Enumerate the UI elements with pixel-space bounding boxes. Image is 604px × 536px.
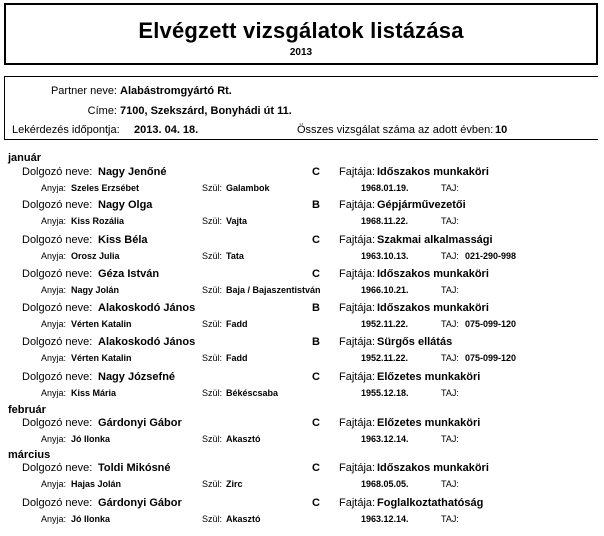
report-title: Elvégzett vizsgálatok listázása	[138, 18, 464, 43]
taj-label: TAJ:	[441, 319, 459, 329]
total-label: Összes vizsgálat száma az adott évben:	[297, 124, 494, 136]
employee-label: Dolgozó neve:	[22, 199, 93, 211]
type-value: Időszakos munkaköri	[377, 462, 489, 474]
taj-label: TAJ:	[441, 353, 459, 363]
type-value: Foglalkoztathatóság	[377, 497, 484, 509]
birth-place: Fadd	[226, 319, 248, 329]
employee-name: Gárdonyi Gábor	[98, 497, 182, 509]
mother-label: Anyja:	[41, 216, 67, 226]
taj-label: TAJ:	[441, 285, 459, 295]
type-value: Szakmai alkalmassági	[377, 234, 493, 246]
mother-label: Anyja:	[41, 319, 67, 329]
birth-date: 1952.11.22.	[361, 353, 409, 363]
category-value: C	[312, 497, 320, 509]
mother-label: Anyja:	[41, 388, 67, 398]
employee-label: Dolgozó neve:	[22, 497, 93, 509]
birth-label: Szül:	[202, 353, 223, 363]
birth-date: 1963.12.14.	[361, 514, 409, 524]
taj-label: TAJ:	[441, 434, 459, 444]
month-heading: március	[8, 449, 51, 461]
employee-label: Dolgozó neve:	[22, 462, 93, 474]
type-value: Előzetes munkaköri	[377, 417, 481, 429]
report-header	[4, 76, 598, 140]
type-value: Sürgős ellátás	[377, 336, 453, 348]
category-value: C	[312, 371, 320, 383]
type-label: Fajtája:	[339, 497, 376, 509]
birth-label: Szül:	[202, 216, 223, 226]
taj-label: TAJ:	[441, 183, 459, 193]
birth-date: 1963.12.14.	[361, 434, 409, 444]
birth-date: 1968.05.05.	[361, 479, 409, 489]
birth-label: Szül:	[202, 514, 223, 524]
employee-name: Kiss Béla	[98, 234, 148, 246]
report-year: 2013	[289, 47, 313, 58]
type-label: Fajtája:	[339, 302, 376, 314]
mother-label: Anyja:	[41, 183, 67, 193]
type-label: Fajtája:	[339, 462, 376, 474]
mother-label: Anyja:	[41, 353, 67, 363]
mother-name: Orosz Julia	[71, 251, 120, 261]
birth-place: Akasztó	[226, 434, 261, 444]
employee-name: Géza István	[98, 268, 160, 280]
mother-name: Hajas Jolán	[71, 479, 122, 489]
mother-label: Anyja:	[41, 479, 67, 489]
birth-place: Zirc	[226, 479, 243, 489]
mother-name: Jó Ilonka	[71, 434, 111, 444]
employee-name: Toldi Mikósné	[98, 462, 171, 474]
employee-label: Dolgozó neve:	[22, 371, 93, 383]
type-label: Fajtája:	[339, 166, 376, 178]
birth-label: Szül:	[202, 388, 223, 398]
type-value: Gépjárművezetői	[377, 199, 466, 211]
birth-label: Szül:	[202, 251, 223, 261]
taj-label: TAJ:	[441, 514, 459, 524]
birth-date: 1963.10.13.	[361, 251, 409, 261]
birth-place: Békéscsaba	[226, 388, 279, 398]
mother-label: Anyja:	[41, 251, 67, 261]
birth-place: Galambok	[226, 183, 270, 193]
employee-name: Alakoskodó János	[98, 336, 196, 348]
employee-label: Dolgozó neve:	[22, 234, 93, 246]
header-divider	[4, 139, 598, 140]
category-value: C	[312, 166, 320, 178]
employee-label: Dolgozó neve:	[22, 302, 93, 314]
type-label: Fajtája:	[339, 371, 376, 383]
query-date-label: Lekérdezés időpontja:	[12, 124, 120, 136]
taj-label: TAJ:	[441, 251, 459, 261]
category-value: C	[312, 462, 320, 474]
taj-value: 075-099-120	[465, 353, 517, 363]
address-value: 7100, Szekszárd, Bonyhádi út 11.	[120, 105, 292, 117]
birth-place: Akasztó	[226, 514, 261, 524]
birth-place: Baja / Bajaszentistván	[226, 285, 321, 295]
taj-label: TAJ:	[441, 216, 459, 226]
birth-label: Szül:	[202, 434, 223, 444]
category-value: C	[312, 234, 320, 246]
type-value: Időszakos munkaköri	[377, 166, 489, 178]
birth-date: 1966.10.21.	[361, 285, 409, 295]
mother-name: Vérten Katalin	[71, 319, 132, 329]
mother-label: Anyja:	[41, 285, 67, 295]
mother-label: Anyja:	[41, 514, 67, 524]
birth-date: 1968.11.22.	[361, 216, 409, 226]
month-heading: február	[8, 404, 46, 416]
partner-label: Partner neve:	[50, 85, 117, 97]
type-label: Fajtája:	[339, 417, 376, 429]
query-date-value: 2013. 04. 18.	[134, 124, 199, 136]
birth-label: Szül:	[202, 285, 223, 295]
birth-date: 1952.11.22.	[361, 319, 409, 329]
employee-label: Dolgozó neve:	[22, 166, 93, 178]
birth-place: Tata	[226, 251, 244, 261]
birth-place: Fadd	[226, 353, 248, 363]
mother-name: Vérten Katalin	[71, 353, 132, 363]
employee-name: Nagy Jenőné	[98, 166, 167, 178]
category-value: C	[312, 417, 320, 429]
type-label: Fajtája:	[339, 234, 376, 246]
mother-name: Szeles Erzsébet	[71, 183, 140, 193]
mother-name: Nagy Jolán	[71, 285, 120, 295]
birth-date: 1968.01.19.	[361, 183, 409, 193]
type-label: Fajtája:	[339, 336, 376, 348]
birth-label: Szül:	[202, 183, 223, 193]
type-label: Fajtája:	[339, 199, 376, 211]
employee-name: Nagy Olga	[98, 199, 153, 211]
category-value: B	[312, 336, 320, 348]
category-value: B	[312, 199, 320, 211]
birth-date: 1955.12.18.	[361, 388, 409, 398]
taj-label: TAJ:	[441, 479, 459, 489]
address-label: Címe:	[87, 105, 117, 117]
category-value: C	[312, 268, 320, 280]
mother-name: Kiss Rozália	[71, 216, 125, 226]
birth-place: Vajta	[226, 216, 248, 226]
employee-label: Dolgozó neve:	[22, 336, 93, 348]
birth-label: Szül:	[202, 319, 223, 329]
taj-label: TAJ:	[441, 388, 459, 398]
employee-name: Nagy Józsefné	[98, 371, 176, 383]
total-value: 10	[495, 124, 508, 136]
taj-value: 075-099-120	[465, 319, 517, 329]
type-value: Időszakos munkaköri	[377, 302, 489, 314]
employee-name: Alakoskodó János	[98, 302, 196, 314]
birth-label: Szül:	[202, 479, 223, 489]
mother-name: Jó Ilonka	[71, 514, 111, 524]
employee-label: Dolgozó neve:	[22, 417, 93, 429]
report-title-box	[4, 3, 598, 65]
type-label: Fajtája:	[339, 268, 376, 280]
type-value: Időszakos munkaköri	[377, 268, 489, 280]
employee-name: Gárdonyi Gábor	[98, 417, 182, 429]
month-heading: január	[8, 152, 42, 164]
mother-name: Kiss Mária	[71, 388, 117, 398]
type-value: Előzetes munkaköri	[377, 371, 481, 383]
employee-label: Dolgozó neve:	[22, 268, 93, 280]
taj-value: 021-290-998	[465, 251, 517, 261]
mother-label: Anyja:	[41, 434, 67, 444]
category-value: B	[312, 302, 320, 314]
partner-value: Alabástromgyártó Rt.	[120, 85, 232, 97]
